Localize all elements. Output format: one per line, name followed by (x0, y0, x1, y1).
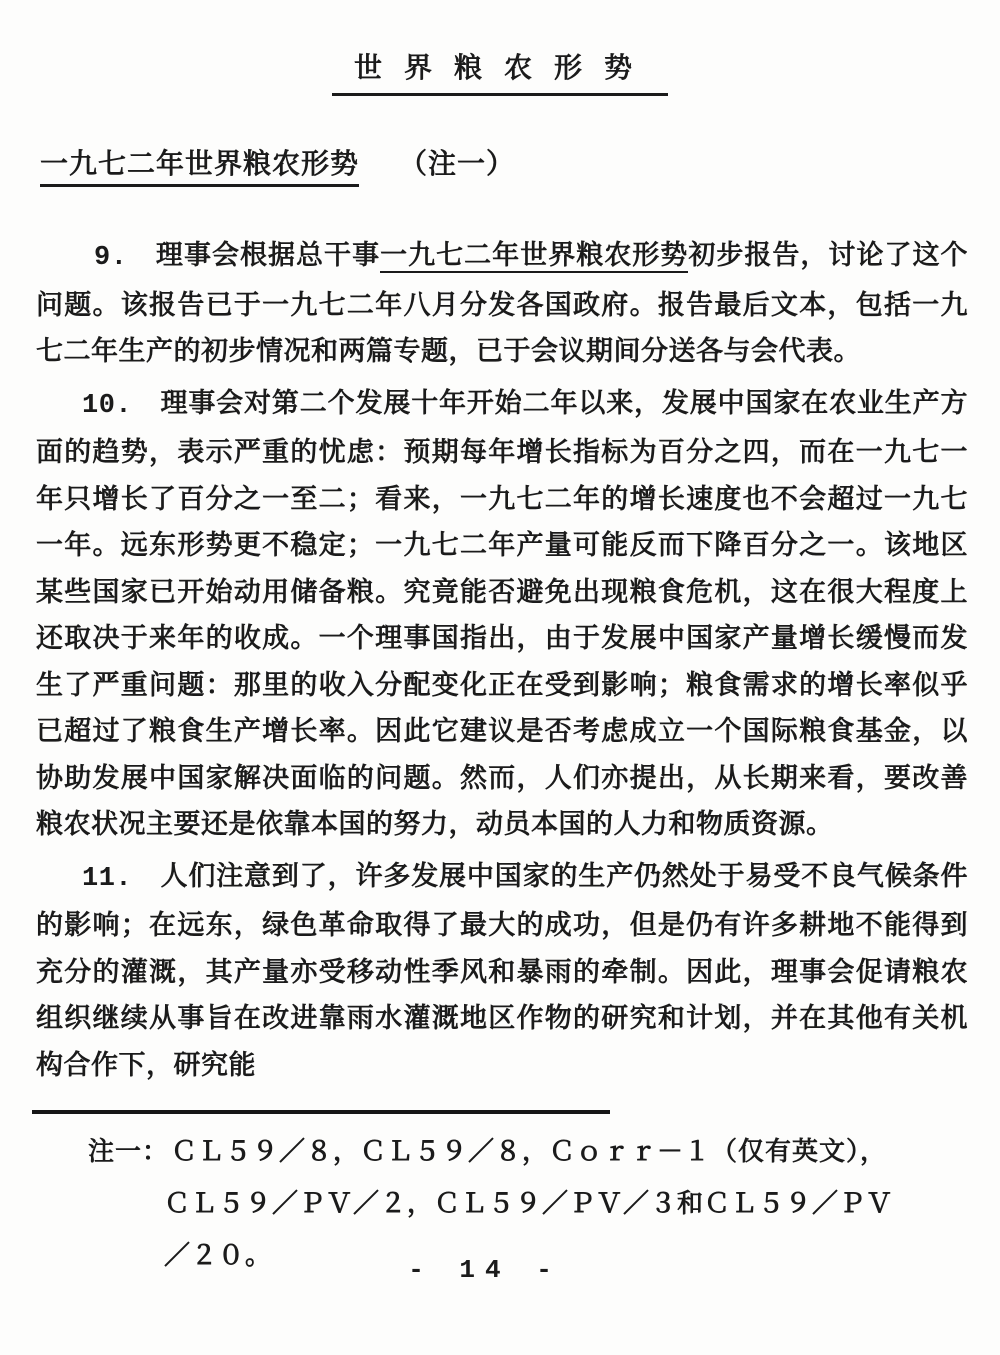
paragraph-11-text: 人们注意到了，许多发展中国家的生产仍然处于易受不良气候条件的影响；在远东，绿色革命取得了最大的成功，但是仍有许多耕地不能得到充分的灌溉，其产量亦受移动性季风和暴雨的牵制。因此，理事会促请粮农组织继续从事旨在改进靠雨水灌溉地区作物的研究和计划，并在其他有关机构合作下，研究能 (36, 860, 968, 1080)
paragraph-9 (36, 232, 968, 375)
paragraph-9-text-post: 初步报告，讨论了这个问题。该报告已于一九七二年八月分发各国政府。报告最后文本，包括一九七二年生产的初步情况和两篇专题，已于会议期间分送各与会代表。 (36, 240, 969, 366)
footnote-line-1-text: ＣＬ５９／８，ＣＬ５９／８，Ｃｏｒｒ－１（仅有英文）， (171, 1137, 888, 1166)
paragraph-10-text: 理事会对第二个发展十年开始二年以来，发展中国家在农业生产方面的趋势，表示严重的忧虑：预期每年增长指标为百分之四，而在一九七一年只增长了百分之一至二；看来，一九七二年的增长速度也不会超过一九七一年。远东形势更不稳定；一九七二年产量可能反而下降百分之一。该地区某些国家已开始动用储备粮。究竟能否避免出现粮食危机，这在很大程度上还取决于来年的收成。一个理事国指出，由于发展中国家产量增长缓慢而发生了严重问题：那里的收入分配变化正在受到影响；粮食需求的增长率似乎已超过了粮食生产增长率。因此它建议是否考虑成立一个国际粮食基金，以协助发展中国家解决面临的问题。然而，人们亦提出，从长期来看，要改善粮农状况主要还是依靠本国的努力，动员本国的人力和物质资源。 (36, 387, 968, 839)
paragraph-10 (36, 380, 968, 848)
section-heading (40, 142, 970, 182)
footnote-label: 注一： (88, 1137, 170, 1166)
footnote-line-1 (32, 1126, 887, 1178)
section-heading-text: 一九七二年世界粮农形势 (40, 149, 359, 187)
document-title: 世界粮农形势 (332, 46, 668, 96)
paragraph-9-underlined-report-title: 一九七二年世界粮农形势 (380, 240, 688, 273)
footnote-line-3: ／２０。 (164, 1241, 273, 1270)
paragraph-11 (36, 853, 968, 1089)
paragraph-9-text-pre: 理事会根据总干事 (155, 240, 381, 270)
page-number: - 14 - (408, 1255, 562, 1285)
title-wrap (0, 0, 1000, 96)
paragraph-11-number: 11. (82, 863, 133, 894)
section-heading-note: （注一） (399, 149, 516, 180)
paragraph-9-number: 9. (94, 243, 128, 273)
paragraph-10-number: 10. (82, 390, 133, 421)
footnote-line-2: ＣＬ５９／ＰＶ／２，ＣＬ５９／ＰＶ／３和ＣＬ５９／ＰＶ (164, 1189, 894, 1218)
